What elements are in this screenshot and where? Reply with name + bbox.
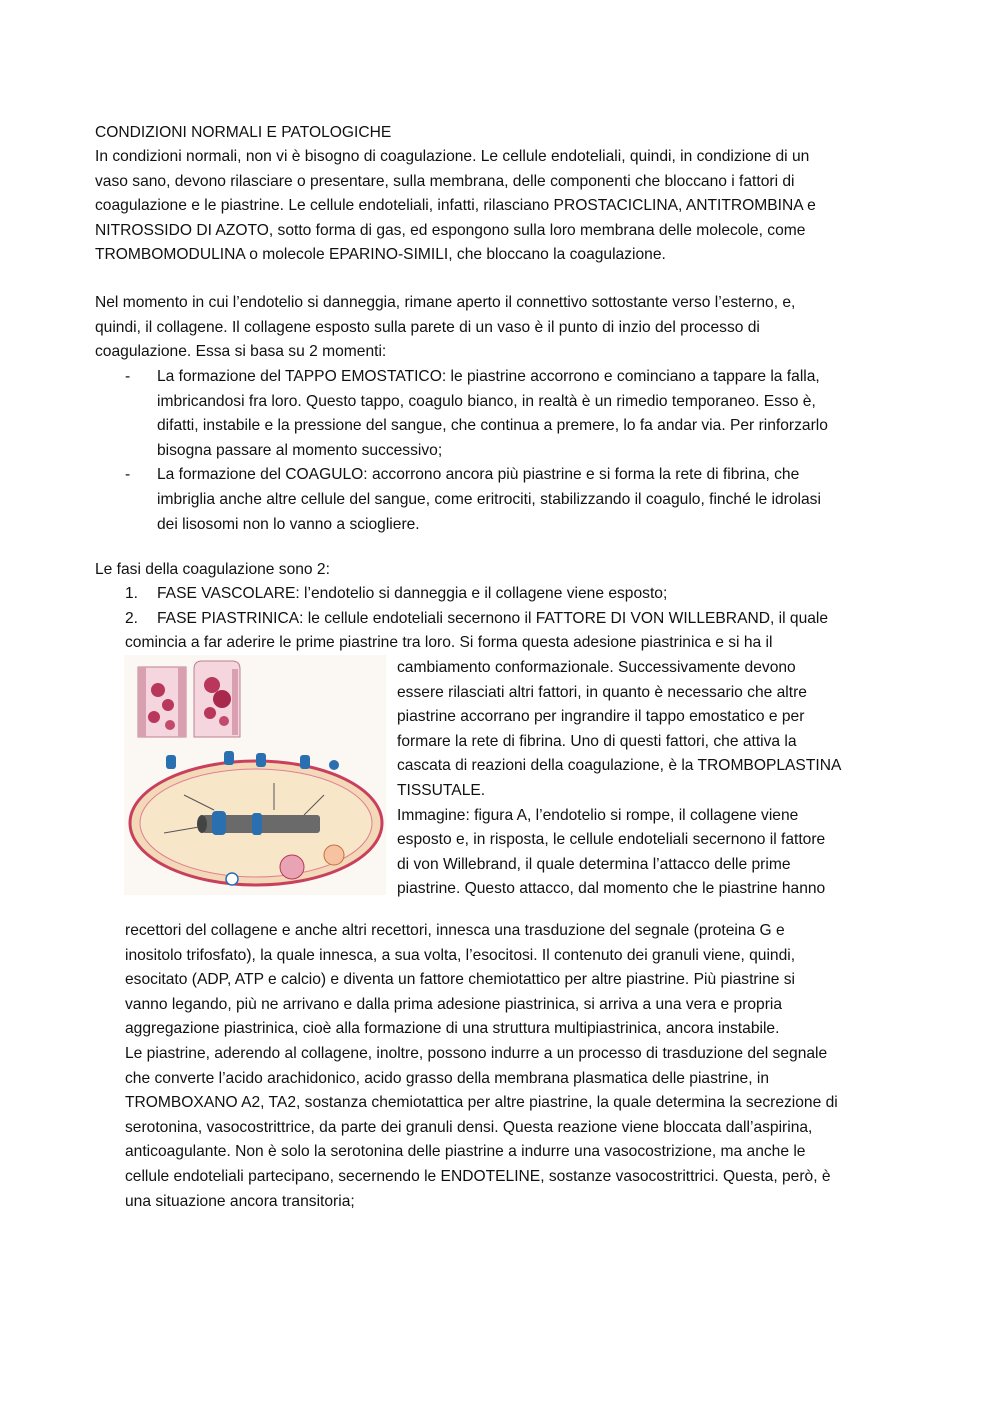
- platelet-diagram: [124, 655, 386, 895]
- phase2-continuation: [125, 631, 772, 656]
- list-item-line: La formazione del COAGULO: accorrono ancora più piastrine e si forma la rete di fibrina, che: [157, 466, 800, 484]
- number-marker: 2.: [125, 609, 139, 627]
- list-item: [125, 365, 828, 463]
- paragraph-line: coagulazione e le piastrine. Le cellule endoteliali, infatti, rilasciano PROSTACICLINA, ANTITROMBINA e: [95, 197, 816, 215]
- paragraph-line: esocitato (ADP, ATP e calcio) e diventa un fattore chemiotattico per altre piastrine. Più piastrine si: [125, 971, 796, 989]
- list-item-line: bisogna passare al momento successivo;: [157, 441, 443, 459]
- paragraph-line: In condizioni normali, non vi è bisogno di coagulazione. Le cellule endoteliali, quindi, in condizione di un: [95, 148, 810, 165]
- heading-text: CONDIZIONI NORMALI E PATOLOGICHE: [95, 124, 392, 141]
- paragraph-line: cellule endoteliali partecipano, secernendo le ENDOTELINE, sostanze vasocostrittrici. Questa, però, è: [125, 1167, 831, 1185]
- vessel-panel-a: [138, 667, 186, 737]
- paragraph-line: anticoagulante. Non è solo la serotonina delle piastrine a indurre una vasocostrizione, ma anche le: [125, 1143, 806, 1161]
- list-item-line: difatti, instabile e la pressione del sangue, che continua a premere, lo fa andar via. Per rinforzarlo: [157, 417, 828, 435]
- bullet-marker: -: [125, 368, 131, 385]
- paragraph-line: vaso sano, devono rilasciare o presentare, sulla membrana, delle componenti che bloccano i fattori di: [95, 172, 795, 190]
- phases-list: [125, 582, 829, 631]
- paragraph-line: coagulazione. Essa si basa su 2 momenti:: [95, 343, 387, 361]
- paragraph-line: TISSUTALE.: [397, 781, 486, 799]
- paragraph-after-figure: [125, 919, 838, 1214]
- paragraph-line: Le piastrine, aderendo al collagene, inoltre, possono indurre a un processo di trasduzione del segnale: [125, 1044, 828, 1062]
- paragraph-line: serotonina, vasocostrittrice, da parte dei granuli densi. Questa reazione viene bloccata dall’aspirina,: [125, 1118, 813, 1136]
- list-item: [125, 463, 828, 537]
- paragraph-line: di von Willebrand, il quale determina l’attacco delle prime: [397, 855, 791, 873]
- paragraph-line: TROMBOXANO A2, TA2, sostanza chemiotattica per altre piastrine, la quale determina la secrezione di: [125, 1094, 838, 1112]
- paragraph-line: TROMBOMODULINA o molecole EPARINO-SIMILI, che bloccano la coagulazione.: [95, 246, 666, 264]
- phases-intro-text: Le fasi della coagulazione sono 2:: [95, 561, 330, 578]
- section-heading: [95, 121, 391, 146]
- paragraph-line: recettori del collagene e anche altri recettori, innesca una trasduzione del segnale (proteina G e: [125, 922, 785, 939]
- paragraph-line: Nel momento in cui l’endotelio si danneggia, rimane aperto il connettivo sottostante verso l’esterno, e,: [95, 294, 796, 311]
- paragraph-line: quindi, il collagene. Il collagene esposto sulla parete di un vaso è il punto di inzio del processo di: [95, 318, 760, 336]
- paragraph-line: NITROSSIDO DI AZOTO, sotto forma di gas, ed espongono sulla loro membrana delle molecole, come: [95, 221, 806, 239]
- paragraph-line: che converte l’acido arachidonico, acido grasso della membrana plasmatica delle piastrine, in: [125, 1069, 770, 1087]
- list-item-line: La formazione del TAPPO EMOSTATICO: le piastrine accorrono e cominciano a tappare la falla,: [157, 368, 820, 385]
- phases-intro: [95, 558, 330, 583]
- bullet-marker: -: [125, 466, 131, 484]
- list-item-line: FASE VASCOLARE: l’endotelio si danneggia e il collagene viene esposto;: [157, 585, 668, 602]
- paragraph-line: essere rilasciati altri fattori, in quanto è necessario che altre: [397, 683, 807, 701]
- paragraph-line: vanno legando, più ne arrivano e dalla prima adesione piastrinica, si arriva a una vera e propria: [125, 995, 783, 1013]
- list-item-line: imbricandosi fra loro. Questo tappo, coagulo bianco, in realtà è un rimedio temporaneo. Esso è,: [157, 392, 816, 410]
- paragraph-line: una situazione ancora transitoria;: [125, 1192, 355, 1210]
- paragraph-line: piastrine. Questo attacco, dal momento che le piastrine hanno: [397, 880, 826, 898]
- paragraph-line: aggregazione piastrinica, cioè alla formazione di una struttura multipiastrinica, ancora instabile.: [125, 1020, 780, 1038]
- paragraph-line: esposto e, in risposta, le cellule endoteliali secernono il fattore: [397, 831, 826, 849]
- paragraph-line: Immagine: figura A, l’endotelio si rompe, il collagene viene: [397, 806, 799, 824]
- paragraph-endothelium-damage: [95, 291, 795, 365]
- figure-side-text: [397, 656, 841, 902]
- number-marker: 1.: [125, 585, 139, 602]
- paragraph-line: comincia a far aderire le prime piastrine tra loro. Si forma questa adesione piastrinica e si ha il: [125, 634, 773, 651]
- paragraph-line: cascata di reazioni della coagulazione, è la TROMBOPLASTINA: [397, 757, 842, 775]
- list-item-line: FASE PIASTRINICA: le cellule endoteliali secernono il FATTORE DI VON WILLEBRAND, il quale: [157, 609, 829, 627]
- paragraph-line: cambiamento conformazionale. Successivamente devono: [397, 659, 796, 676]
- list-item-line: imbriglia anche altre cellule del sangue, come eritrociti, stabilizzando il coagulo, finché le idrolasi: [157, 490, 821, 508]
- paragraph-line: formare la rete di fibrina. Uno di questi fattori, che attiva la: [397, 732, 797, 750]
- bullet-list: [125, 365, 828, 537]
- paragraph-line: inositolo trifosfato), la quale innesca, a sua volta, l’esocitosi. Il contenuto dei granuli viene, quindi,: [125, 946, 796, 964]
- platelet-adhesion-figure: [124, 655, 386, 895]
- list-item: [125, 607, 829, 632]
- vessel-panel-b: [194, 661, 240, 737]
- list-item: [125, 582, 828, 607]
- paragraph-normal-conditions: [95, 145, 816, 268]
- paragraph-line: piastrine accorrano per ingrandire il tappo emostatico e per: [397, 708, 805, 726]
- list-item-line: dei lisosomi non lo vanno a sciogliere.: [157, 515, 420, 533]
